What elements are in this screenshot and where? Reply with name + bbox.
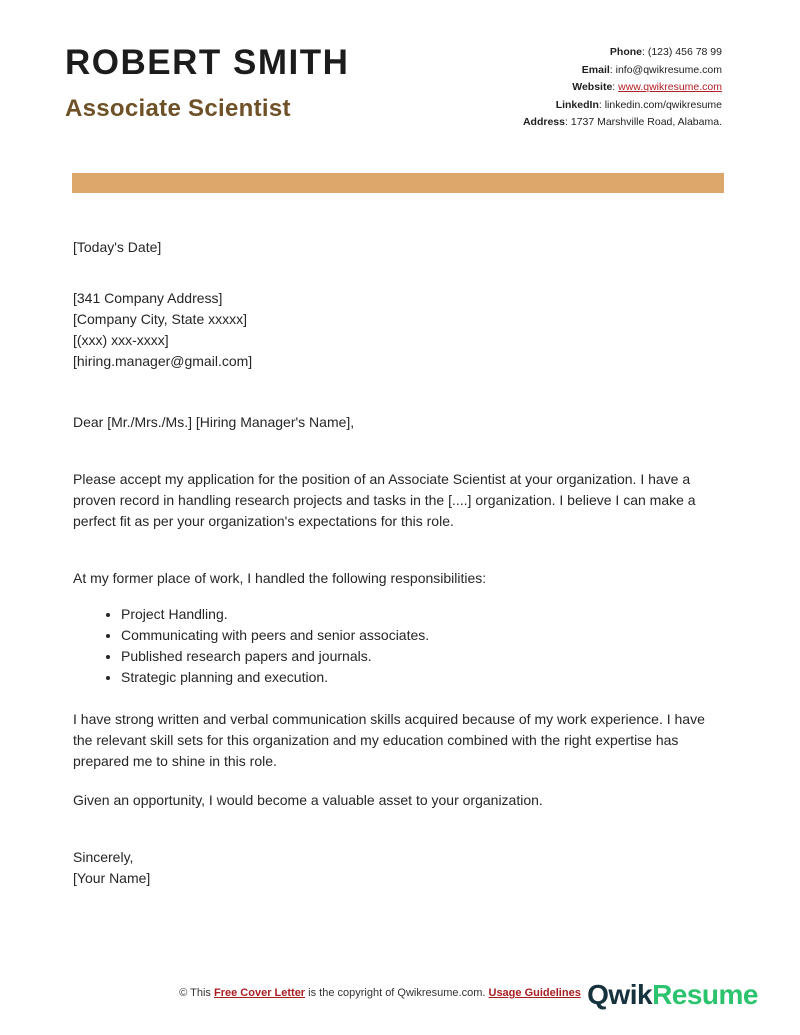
logo-qwik-text: Qwik xyxy=(587,979,653,1010)
contact-phone-label: Phone xyxy=(609,46,643,58)
accent-divider-bar xyxy=(72,173,724,193)
signature-placeholder: [Your Name] xyxy=(73,869,151,886)
recipient-line: [hiring.manager@gmail.com] xyxy=(73,352,253,369)
responsibility-item: • Published research papers and journals. xyxy=(121,646,720,667)
contact-phone xyxy=(523,44,722,62)
person-name: ROBERT SMITH xyxy=(65,43,350,82)
closing-salutation: Sincerely, xyxy=(73,848,134,865)
job-title: Associate Scientist xyxy=(65,94,291,122)
contact-website-label: Website xyxy=(572,81,613,93)
paragraph-skills: I have strong written and verbal communication skills acquired because of my work experience. I have the relevant skill sets for this organization and my education combined with the right expertise has prepared me to shine in this role. xyxy=(73,710,705,769)
footer xyxy=(0,977,800,1017)
usage-guidelines-link[interactable]: Usage Guidelines xyxy=(488,987,581,999)
responsibilities-list xyxy=(73,604,720,688)
header xyxy=(0,0,800,132)
contact-phone-value: : (123) 456 78 99 xyxy=(642,46,722,58)
contact-linkedin-label: LinkedIn xyxy=(555,98,599,111)
website-link[interactable]: www.qwikresume.com xyxy=(618,81,722,93)
contact-email-label: Email xyxy=(581,63,610,76)
recipient-line: [341 Company Address] xyxy=(73,289,223,306)
logo-resume-text: Resume xyxy=(652,979,758,1010)
salutation: Dear [Mr./Mrs./Ms.] [Hiring Manager's Name], xyxy=(73,413,355,430)
closing-block xyxy=(73,847,720,889)
contact-email-value: : info@qwikresume.com xyxy=(609,63,722,76)
paragraph-opportunity: Given an opportunity, I would become a valuable asset to your organization. xyxy=(73,791,543,808)
copyright-middle: is the copyright of Qwikresume.com. xyxy=(305,987,489,999)
contact-email xyxy=(523,62,722,80)
free-cover-letter-link[interactable]: Free Cover Letter xyxy=(214,987,306,999)
contact-website-sep: : xyxy=(612,81,619,93)
contact-address-value: : 1737 Marshville Road, Alabama. xyxy=(564,116,722,128)
responsibility-item: • Strategic planning and execution. xyxy=(121,667,720,688)
copyright-prefix: © This xyxy=(179,987,214,999)
date-line: [Today's Date] xyxy=(73,238,162,255)
responsibility-item: • Communicating with peers and senior associates. xyxy=(121,625,720,646)
paragraph-intro: Please accept my application for the position of an Associate Scientist at your organization. I have a proven record in handling research projects and tasks in the [....] organization. I believe I can make a perfect fit as per your organization's expectations for this role. xyxy=(73,470,696,529)
responsibility-item: • Project Handling. xyxy=(121,604,720,625)
recipient-line: [(xxx) xxx-xxxx] xyxy=(73,331,169,348)
qwikresume-logo[interactable] xyxy=(587,977,758,1013)
contact-block xyxy=(523,42,722,132)
paragraph-responsibilities-lead: At my former place of work, I handled the following responsibilities: xyxy=(73,569,487,586)
contact-address xyxy=(523,114,722,132)
contact-linkedin-value: : linkedin.com/qwikresume xyxy=(598,98,722,111)
contact-website xyxy=(523,79,722,97)
recipient-line: [Company City, State xxxxx] xyxy=(73,310,248,327)
contact-linkedin xyxy=(523,97,722,115)
name-block xyxy=(65,42,349,123)
recipient-block xyxy=(73,288,720,372)
letter-body xyxy=(0,193,800,889)
contact-address-label: Address xyxy=(522,116,565,128)
